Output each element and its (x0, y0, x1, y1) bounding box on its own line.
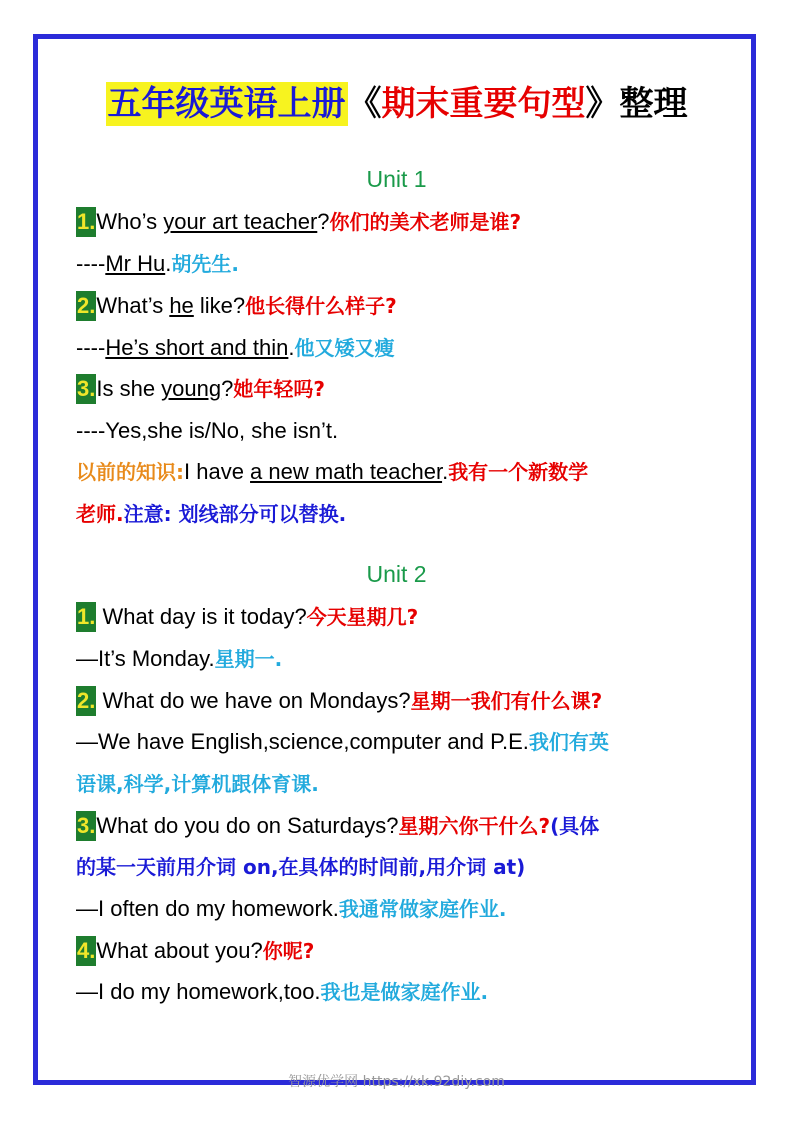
cn-translation: 你们的美术老师是谁? (329, 210, 522, 234)
num-badge: 3. (76, 811, 96, 841)
note-text: (具体 (550, 814, 600, 838)
title-end: 》整理 (585, 84, 688, 124)
en-text: Who’s (96, 209, 164, 234)
en-text: . (165, 251, 172, 276)
unit2-q4 (76, 936, 314, 966)
unit2-q3b (76, 852, 525, 882)
en-text: —I do my homework,too. (76, 979, 321, 1004)
en-text: What about you? (96, 938, 263, 963)
unit2-q1 (76, 602, 418, 632)
en-text: . (288, 335, 295, 360)
unit1-prev (76, 457, 588, 487)
cn-translation: 他又矮又瘦 (294, 336, 395, 360)
unit1-a1 (76, 249, 239, 279)
unit2-a2 (76, 727, 609, 757)
cn-translation: 她年轻吗? (233, 377, 325, 401)
cn-translation: 星期一. (214, 647, 283, 671)
unit2-a2b (76, 769, 319, 799)
cn-translation: 我通常做家庭作业. (338, 897, 507, 921)
en-text: —It’s Monday. (76, 646, 215, 671)
en-text: Is she (96, 376, 162, 401)
cn-translation: 我有一个新数学 (448, 460, 589, 484)
cn-translation: 老师. (76, 502, 124, 526)
en-text: What’s (96, 293, 170, 318)
en-text: . (442, 459, 449, 484)
num-badge: 1. (76, 207, 96, 237)
unit2-q2 (76, 686, 602, 716)
en-text: like? (193, 293, 246, 318)
title-highlight: 五年级英语上册 (107, 84, 346, 124)
dash: ---- (76, 251, 106, 276)
unit1-heading: Unit 1 (366, 166, 427, 192)
cn-translation: 星期六你干什么? (398, 814, 551, 838)
cn-translation: 我也是做家庭作业. (320, 980, 489, 1004)
underlined-text: Mr Hu (105, 251, 166, 276)
underlined-text: your art teacher (163, 209, 318, 234)
en-text: What do we have on Mondays? (96, 688, 411, 713)
cn-translation: 今天星期几? (306, 605, 419, 629)
unit2-a1 (76, 644, 282, 674)
underlined-text: a new math teacher (250, 459, 443, 484)
cn-translation: 你呢? (262, 939, 315, 963)
en-text: What do you do on Saturdays? (96, 813, 399, 838)
en-text: What day is it today? (96, 604, 307, 629)
num-badge: 2. (76, 686, 96, 716)
unit1-a3: ----Yes,she is/No, she isn’t. (76, 418, 339, 443)
num-badge: 1. (76, 602, 96, 632)
cn-translation: 语课,科学,计算机跟体育课. (76, 772, 319, 796)
unit2-q3 (76, 811, 599, 841)
num-badge: 4. (76, 936, 96, 966)
dash: ---- (76, 335, 106, 360)
en-text: —I often do my homework. (76, 896, 339, 921)
page-title (0, 76, 793, 125)
unit1-a2 (76, 333, 394, 363)
unit1-prev2 (76, 499, 346, 529)
unit1-q2 (76, 291, 397, 321)
underlined-text: young (161, 376, 222, 401)
cn-translation: 他长得什么样子? (245, 294, 397, 318)
note-text: 的某一天前用介词 on,在具体的时间前,用介词 at) (76, 855, 526, 879)
cn-translation: 胡先生. (171, 252, 239, 276)
cn-translation: 星期一我们有什么课? (410, 689, 603, 713)
en-text: ? (317, 209, 330, 234)
prev-label: 以前的知识: (76, 460, 184, 484)
en-text: ? (221, 376, 234, 401)
unit1-q1 (76, 207, 521, 237)
cn-translation: 我们有英 (528, 730, 609, 754)
title-red: 期末重要句型 (381, 84, 586, 124)
title-bracket-open: 《 (347, 84, 382, 124)
en-text: —We have English,science,computer and P.E. (76, 729, 529, 754)
num-badge: 2. (76, 291, 96, 321)
en-text: I have (184, 459, 251, 484)
underlined-text: he (169, 293, 194, 318)
unit2-a3 (76, 894, 507, 924)
note-text: 注意: 划线部分可以替换. (123, 502, 347, 526)
unit1-q3 (76, 374, 325, 404)
unit2-a4 (76, 977, 488, 1007)
underlined-text: He’s short and thin (105, 335, 289, 360)
unit2-heading: Unit 2 (366, 561, 427, 587)
watermark-footer: 智源优学网 https://xk.92diy.com (288, 1074, 505, 1090)
num-badge: 3. (76, 374, 96, 404)
